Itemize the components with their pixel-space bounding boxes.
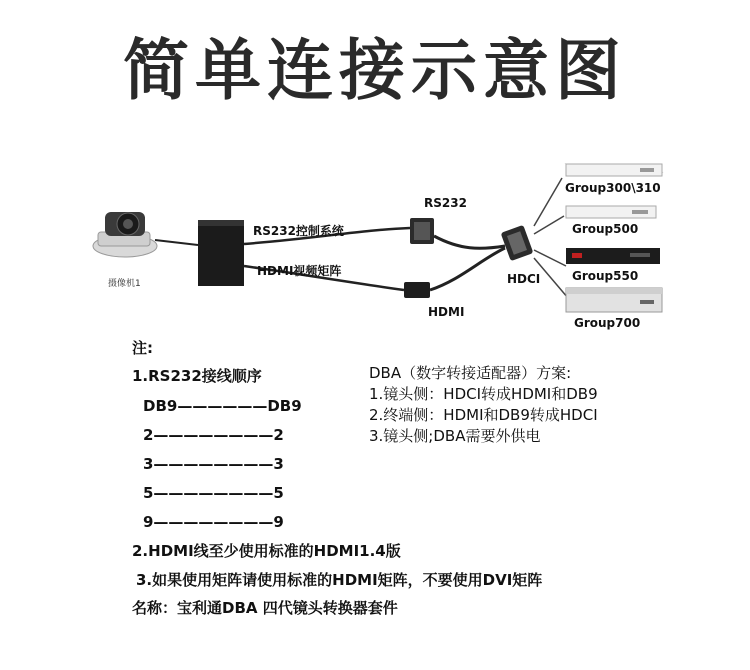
notes-item2: 2.HDMI线至少使用标准的HDMI1.4版 xyxy=(132,542,401,560)
dba-box-icon xyxy=(198,220,244,286)
pin-row: 9————————9 xyxy=(143,513,284,531)
dba-line2: 2.终端侧：HDMI和DB9转成HDCI xyxy=(369,406,598,424)
db9-connector-icon xyxy=(410,218,434,244)
codec-label-group300: Group300\310 xyxy=(565,181,661,195)
pin-row: 3————————3 xyxy=(143,455,284,473)
group300-device-icon xyxy=(566,164,662,176)
cable-rs232-label: RS232控制系统 xyxy=(253,224,344,238)
notes-item1: 1.RS232接线顺序 xyxy=(132,367,262,385)
group500-device-icon xyxy=(566,206,656,218)
group550-device-icon xyxy=(566,248,660,264)
dba-line3: 3.镜头侧;DBA需要外供电 xyxy=(369,427,541,445)
page-title: 简单连接示意图 xyxy=(123,32,627,109)
link-group300 xyxy=(534,178,562,226)
codec-label-group700: Group700 xyxy=(574,316,641,330)
hdci-connector-icon xyxy=(501,225,534,261)
dba-title: DBA（数字转接适配器）方案: xyxy=(369,364,572,382)
dba-line1: 1.镜头侧：HDCI转成HDMI和DB9 xyxy=(369,385,598,403)
hdci-label: HDCI xyxy=(507,272,541,286)
camera-cable xyxy=(155,240,198,245)
pin-header: DB9——————DB9 xyxy=(143,397,302,415)
notes-item3: 3.如果使用矩阵请使用标准的HDMI矩阵，不要使用DVI矩阵 xyxy=(136,571,543,589)
rs232-label: RS232 xyxy=(424,196,467,210)
y-cable-upper xyxy=(434,236,505,248)
pin-row: 2————————2 xyxy=(143,426,284,444)
camera-icon xyxy=(93,212,157,257)
hdmi-connector-icon xyxy=(404,282,430,298)
notes-heading: 注: xyxy=(132,339,153,357)
y-cable-lower xyxy=(430,248,505,290)
codec-label-group500: Group500 xyxy=(572,222,639,236)
hdmi-label: HDMI xyxy=(428,305,465,319)
codec-label-group550: Group550 xyxy=(572,269,639,283)
camera-label: 摄像机1 xyxy=(108,279,141,289)
cable-hdmi-label: HDMI视频矩阵 xyxy=(257,264,342,278)
connection-diagram xyxy=(0,150,750,340)
pin-row: 5————————5 xyxy=(143,484,284,502)
group700-device-icon xyxy=(566,288,662,312)
product-name: 名称：宝利通DBA 四代镜头转换器套件 xyxy=(132,599,398,617)
